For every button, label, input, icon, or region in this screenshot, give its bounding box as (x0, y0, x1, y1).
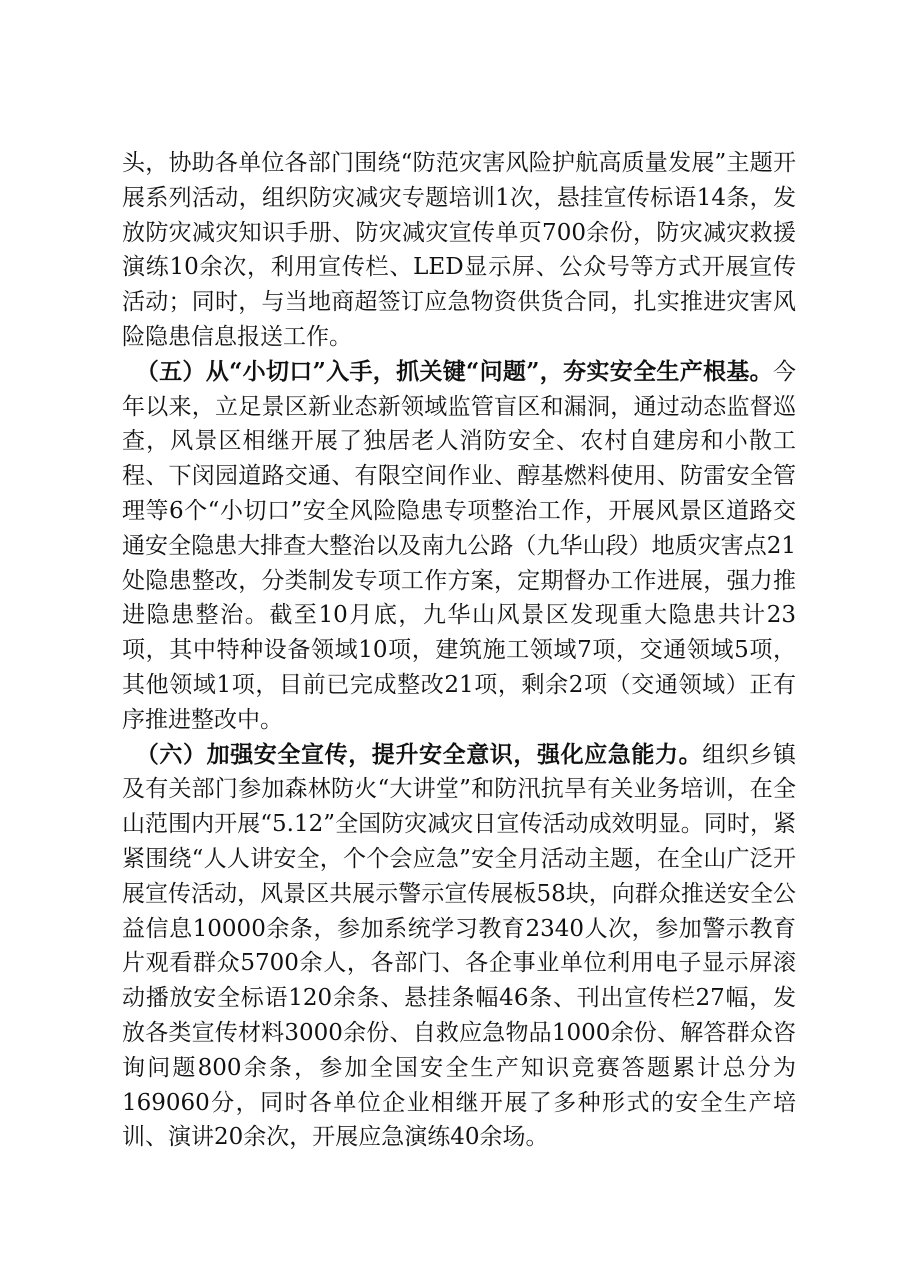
section-heading-six: （六）加强安全宣传，提升安全意识，强化应急能力。 (135, 740, 703, 768)
paragraph-text: 头，协助各单位各部门围绕“防范灾害风险护航高质量发展”主题开展系列活动，组织防灾减灾专题培训1次，悬挂宣传标语14条，发放防灾减灾知识手册、防灾减灾宣传单页700余份，防灾减灾救援演练10余次，利用宣传栏、LED显示屏、公众号等方式开展宣传活动；同时，与当地商超签订应急物资供货合同，扎实推进灾害风险隐患信息报送工作。 (122, 150, 796, 350)
paragraph-text: 今年以来，立足景区新业态新领域监管盲区和漏洞，通过动态监督巡查，风景区相继开展了独居老人消防安全、农村自建房和小散工程、下闵园道路交通、有限空间作业、醇基燃料使用、防雷安全管理等6个“小切口”安全风险隐患专项整治工作，开展风景区道路交通安全隐患大排查大整治以及南九公路（九华山段）地质灾害点21处隐患整改，分类制发专项工作方案，定期督办工作进展，强力推进隐患整治。截至10月底，九华山风景区发现重大隐患共计23项，其中特种设备领域10项，建筑施工领域7项，交通领域5项，其他领域1项，目前已完成整改21项，剩余2项（交通领域）正有序推进整改中。 (122, 358, 796, 733)
paragraph-section-five (122, 355, 796, 738)
document-body (122, 146, 796, 1155)
paragraph-text: 组织乡镇及有关部门参加森林防火“大讲堂”和防汛抗旱有关业务培训，在全山范围内开展“5.12”全国防灾减灾日宣传活动成效明显。同时，紧紧围绕“人人讲安全，个个会应急”安全月活动主题，在全山广泛开展宣传活动，风景区共展示警示宣传展板58块，向群众推送安全公益信息10000余条，参加系统学习教育2340人次，参加警示教育片观看群众5700余人，各部门、各企事业单位利用电子显示屏滚动播放安全标语120余条、悬挂条幅46条、刊出宣传栏27幅，发放各类宣传材料3000余份、自救应急物品1000余份、解答群众咨询问题800余条，参加全国安全生产知识竞赛答题累计总分为169060分，同时各单位企业相继开展了多种形式的安全生产培训、演讲20余次，开展应急演练40余场。 (122, 741, 797, 1151)
section-heading-five: （五）从“小切口”入手，抓关键“问题”，夯实安全生产根基。 (135, 357, 773, 385)
paragraph-continuation (122, 146, 796, 355)
paragraph-section-six (122, 738, 796, 1156)
